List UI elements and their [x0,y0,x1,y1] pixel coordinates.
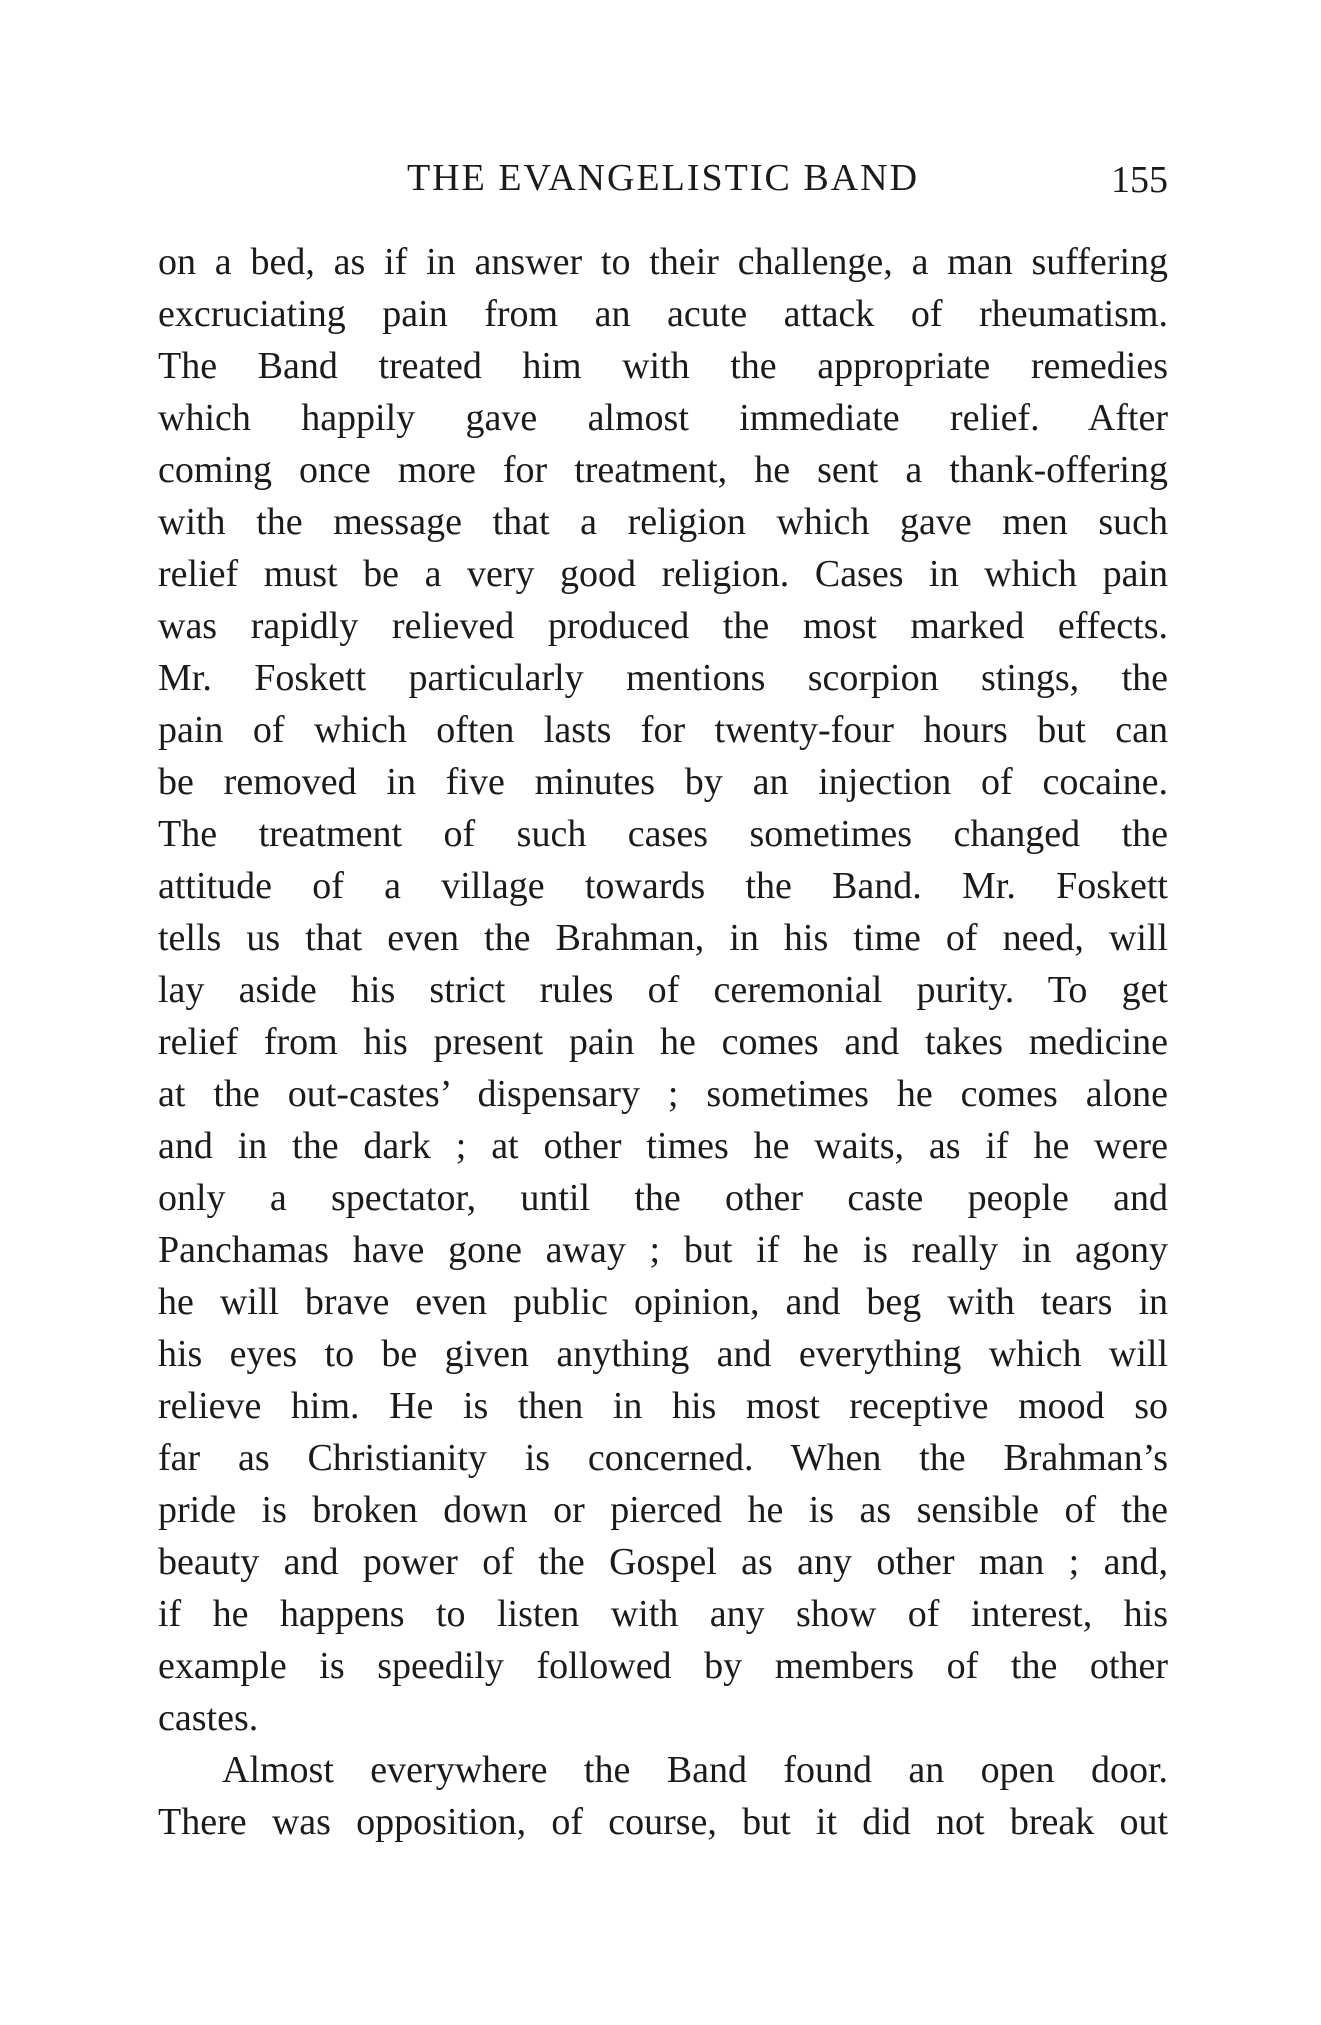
text-line: pain of which often lasts for twenty-four hours but can [158,709,1168,751]
paragraph-start-line: Almost everywhere the Band found an open door. [222,1749,1168,1791]
text-line: The Band treated him with the appropriate remedies [158,345,1168,387]
text-line: relief must be a very good religion. Cases in which pain [158,553,1168,595]
paragraph-end-line: castes. [158,1697,259,1739]
page-number: 155 [1111,159,1168,201]
text-line: excruciating pain from an acute attack of rheumatism. [158,293,1168,335]
text-line: beauty and power of the Gospel as any other man ; and, [158,1541,1168,1583]
running-title: THE EVANGELISTIC BAND [406,157,920,199]
text-line: his eyes to be given anything and everything which will [158,1333,1168,1375]
text-line: at the out-castes’ dispensary ; sometimes he comes alone [158,1073,1168,1115]
text-line: lay aside his strict rules of ceremonial purity. To get [158,969,1168,1011]
text-line: example is speedily followed by members of the other [158,1645,1168,1687]
text-line: There was opposition, of course, but it did not break out [158,1801,1168,1843]
text-line: with the message that a religion which gave men such [158,501,1168,543]
text-line: be removed in five minutes by an injection of cocaine. [158,761,1168,803]
text-line: Mr. Foskett particularly mentions scorpion stings, the [158,657,1168,699]
text-line: was rapidly relieved produced the most marked effects. [158,605,1168,647]
text-line: attitude of a village towards the Band. Mr. Foskett [158,865,1168,907]
text-line: he will brave even public opinion, and beg with tears in [158,1281,1168,1323]
text-line: and in the dark ; at other times he waits, as if he were [158,1125,1168,1167]
text-line: relieve him. He is then in his most receptive mood so [158,1385,1168,1427]
text-line: only a spectator, until the other caste people and [158,1177,1168,1219]
text-line: tells us that even the Brahman, in his time of need, will [158,917,1168,959]
text-line: relief from his present pain he comes and takes medicine [158,1021,1168,1063]
body-text [158,236,1168,1848]
text-line: coming once more for treatment, he sent a thank-offering [158,449,1168,491]
text-line: far as Christianity is concerned. When the Brahman’s [158,1437,1168,1479]
text-line: Panchamas have gone away ; but if he is really in agony [158,1229,1168,1271]
running-header [158,150,1168,206]
text-line: which happily gave almost immediate relief. After [158,397,1168,439]
text-line: pride is broken down or pierced he is as sensible of the [158,1489,1168,1531]
text-line: The treatment of such cases sometimes changed the [158,813,1168,855]
text-line: if he happens to listen with any show of interest, his [158,1593,1168,1635]
text-line: on a bed, as if in answer to their challenge, a man suffering [158,241,1168,283]
